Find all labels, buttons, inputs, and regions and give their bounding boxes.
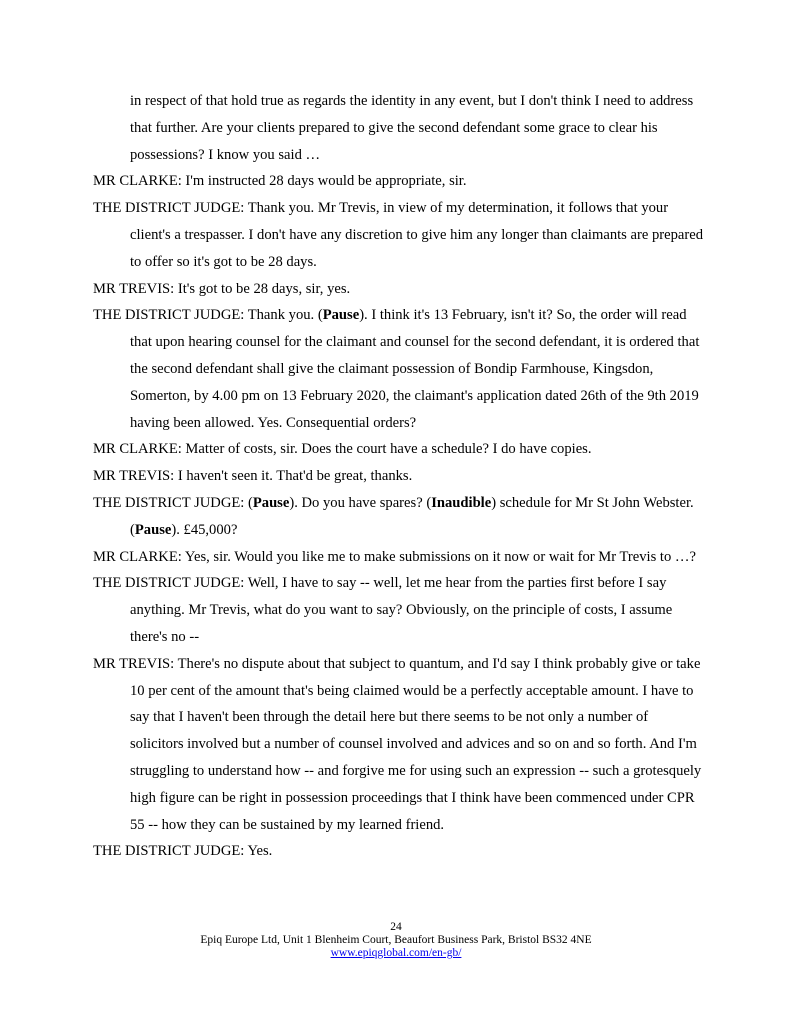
company-address: Epiq Europe Ltd, Unit 1 Blenheim Court, Beaufort Business Park, Bristol BS32 4NE [200, 934, 592, 946]
text-run: ) schedule for Mr St John Webster. ( [130, 494, 694, 538]
text-run: ). I think it's 13 February, isn't it? So, the order will read that upon hearing counsel for the claimant and counsel for the second defendant, it is ordered that the second defendant shall give the claimant possession of Bondip Farmhouse, Kingsdon, Somerton, by 4.00 pm on 13 February 2020, the claimant's application dated 26th of the 9th 2019 having been allowed. Yes. Consequential orders? [130, 307, 700, 431]
transcript-paragraph: MR CLARKE: Matter of costs, sir. Does the court have a schedule? I do have copies. [93, 441, 592, 458]
text-run: ). Do you have spares? ( [289, 494, 432, 511]
page-number: 24 [390, 921, 402, 933]
transcript-paragraph: THE DISTRICT JUDGE: Yes. [93, 843, 273, 860]
text-run: ). £45,000? [171, 521, 238, 538]
transcript-paragraph: THE DISTRICT JUDGE: Well, I have to say -- well, let me hear from the parties first before I say anything. Mr Trevis, what do you want to say? Obviously, on the principle of costs, I assume there's no -- [93, 575, 673, 645]
transcript-paragraph: in respect of that hold true as regards the identity in any event, but I don't think I need to address that further. Are your clients prepared to give the second defendant some grace to clear his possessions? I know you said … [130, 93, 694, 163]
transcript-paragraph [93, 302, 705, 436]
transcript-paragraph: MR TREVIS: It's got to be 28 days, sir, yes. [93, 280, 351, 297]
footer-link-container [0, 947, 792, 960]
transcript-paragraph: MR CLARKE: I'm instructed 28 days would be appropriate, sir. [93, 173, 467, 190]
stage-direction: Pause [252, 494, 290, 511]
text-run: THE DISTRICT JUDGE: Thank you. ( [93, 307, 323, 324]
transcript-paragraph: MR CLARKE: Yes, sir. Would you like me to make submissions on it now or wait for Mr Trevis to …? [93, 548, 696, 565]
transcript-paragraph [93, 490, 705, 544]
transcript-body [93, 88, 705, 865]
stage-direction: Inaudible [431, 494, 492, 511]
transcript-paragraph: THE DISTRICT JUDGE: Thank you. Mr Trevis, in view of my determination, it follows that your client's a trespasser. I don't have any discretion to give him any longer than claimants are prepared to offer so it's got to be 28 days. [93, 200, 704, 270]
stage-direction: Pause [134, 521, 172, 538]
text-run: THE DISTRICT JUDGE: ( [93, 494, 253, 511]
transcript-paragraph: MR TREVIS: I haven't seen it. That'd be great, thanks. [93, 468, 413, 485]
stage-direction: Pause [322, 307, 360, 324]
website-link[interactable]: www.epiqglobal.com/en-gb/ [330, 947, 462, 959]
transcript-paragraph: MR TREVIS: There's no dispute about that subject to quantum, and I'd say I think probably give or take 10 per cent of the amount that's being claimed would be a perfectly acceptable amount. I have to say that I haven't been through the detail here but there seems to be not only a number of solicitors involved but a number of counsel involved and advices and so on and so forth. And I'm struggling to understand how -- and forgive me for using such an expression -- such a grotesquely high figure can be right in possession proceedings that I think have been commenced under CPR 55 -- how they can be sustained by my learned friend. [93, 655, 702, 833]
